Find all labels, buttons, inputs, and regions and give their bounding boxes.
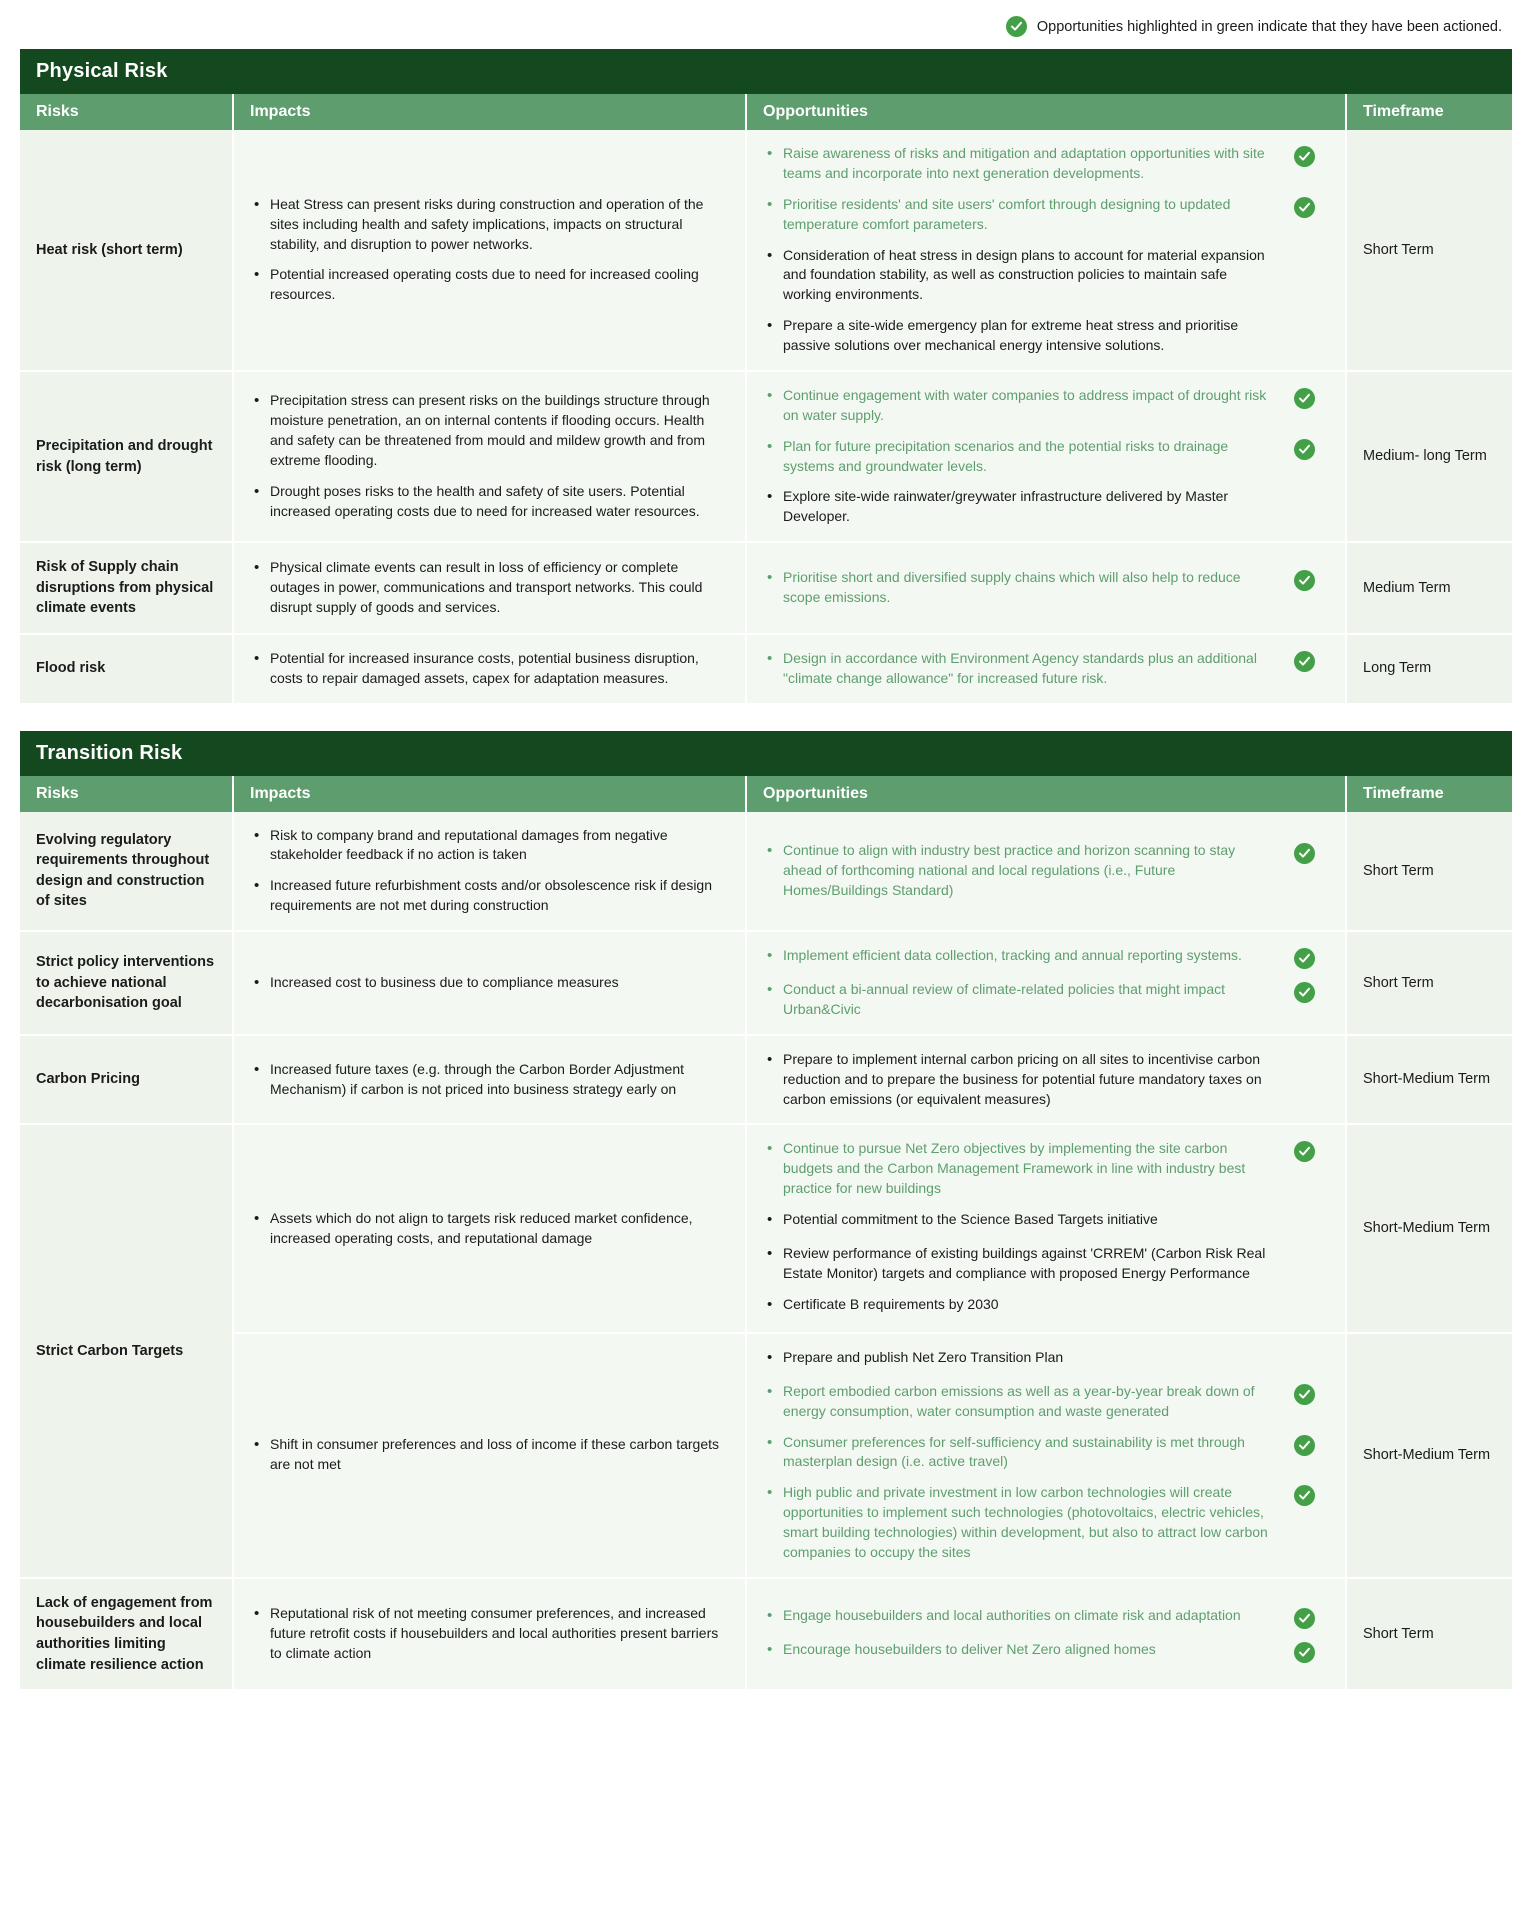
opportunity-item bbox=[763, 841, 1339, 901]
impacts-cell bbox=[233, 812, 746, 932]
table-row bbox=[20, 1124, 1512, 1332]
legend bbox=[20, 10, 1512, 49]
opportunity-item bbox=[763, 487, 1339, 527]
opportunity-text: • Prioritise residents' and site users' comfort through designing to updated temperature comfort parameters. bbox=[763, 195, 1269, 235]
table-row bbox=[20, 634, 1512, 704]
opportunity-text: • Report embodied carbon emissions as well as a year-by-year break down of energy consumption, water consumption and waste generated bbox=[763, 1382, 1269, 1422]
opportunity-text: • Prepare to implement internal carbon pricing on all sites to incentivise carbon reduction and to prepare the business for potential future mandatory taxes on carbon emissions (or equivalent measures) bbox=[763, 1050, 1269, 1110]
opportunities-cell bbox=[746, 542, 1346, 634]
opportunity-item bbox=[763, 246, 1339, 306]
check-circle-icon bbox=[1294, 1642, 1315, 1663]
impacts-list bbox=[250, 649, 729, 689]
opportunity-item bbox=[763, 144, 1339, 184]
impact-item: • Physical climate events can result in loss of efficiency or complete outages in power, communications and transport networks. This could disrupt supply of goods and services. bbox=[250, 558, 729, 618]
column-header-timeframe: Timeframe bbox=[1346, 94, 1512, 130]
opportunity-actioned-marker bbox=[1269, 1433, 1339, 1456]
opportunities-cell bbox=[746, 130, 1346, 371]
opportunity-item bbox=[763, 1483, 1339, 1563]
column-header-timeframe: Timeframe bbox=[1346, 776, 1512, 812]
timeframe-cell: Short-Medium Term bbox=[1346, 1035, 1512, 1125]
opportunities-cell bbox=[746, 634, 1346, 704]
opportunity-text: • Prepare and publish Net Zero Transition Plan bbox=[763, 1348, 1269, 1368]
impacts-list bbox=[250, 1435, 729, 1475]
check-circle-icon bbox=[1294, 1485, 1315, 1506]
impacts-list bbox=[250, 1604, 729, 1664]
opportunity-actioned-marker bbox=[1269, 437, 1339, 460]
opportunity-item bbox=[763, 437, 1339, 477]
check-circle-icon bbox=[1294, 651, 1315, 672]
opportunities-cell bbox=[746, 371, 1346, 542]
impact-item: • Assets which do not align to targets risk reduced market confidence, increased operating costs, and reputational damage bbox=[250, 1209, 729, 1249]
check-circle-icon bbox=[1294, 982, 1315, 1003]
opportunities-list bbox=[763, 568, 1339, 608]
opportunity-item bbox=[763, 386, 1339, 426]
opportunity-actioned-marker bbox=[1269, 144, 1339, 167]
impact-item: • Potential for increased insurance costs, potential business disruption, costs to repair damaged assets, capex for adaptation measures. bbox=[250, 649, 729, 689]
timeframe-cell: Short Term bbox=[1346, 1578, 1512, 1690]
opportunity-actioned-marker bbox=[1269, 980, 1339, 1003]
opportunity-text: • Review performance of existing buildings against 'CRREM' (Carbon Risk Real Estate Monitor) targets and compliance with proposed Energy Performance bbox=[763, 1244, 1269, 1284]
table-row bbox=[20, 1035, 1512, 1125]
opportunities-list bbox=[763, 1606, 1339, 1663]
opportunity-text: • Certificate B requirements by 2030 bbox=[763, 1295, 1269, 1315]
column-header-opportunities: Opportunities bbox=[746, 94, 1346, 130]
table-row bbox=[20, 1333, 1512, 1578]
column-header-impacts: Impacts bbox=[233, 94, 746, 130]
opportunity-text: • Raise awareness of risks and mitigation and adaptation opportunities with site teams and incorporate into next generation developments. bbox=[763, 144, 1269, 184]
opportunities-cell bbox=[746, 1333, 1346, 1578]
opportunity-text: • Plan for future precipitation scenarios and the potential risks to drainage systems and groundwater levels. bbox=[763, 437, 1269, 477]
impacts-cell bbox=[233, 1578, 746, 1690]
opportunities-cell bbox=[746, 1124, 1346, 1332]
opportunities-list bbox=[763, 144, 1339, 356]
opportunity-item bbox=[763, 1640, 1339, 1663]
opportunity-text: • Design in accordance with Environment Agency standards plus an additional "climate change allowance" for increased future risk. bbox=[763, 649, 1269, 689]
column-header-risks: Risks bbox=[20, 776, 233, 812]
impacts-cell bbox=[233, 371, 746, 542]
impacts-cell bbox=[233, 931, 746, 1035]
table-row bbox=[20, 371, 1512, 542]
opportunity-text: • Consideration of heat stress in design plans to account for material expansion and foundation stability, as well as construction policies to maintain safe working environments. bbox=[763, 246, 1269, 306]
risk-label: Carbon Pricing bbox=[20, 1035, 233, 1125]
timeframe-cell: Long Term bbox=[1346, 634, 1512, 704]
timeframe-cell: Short-Medium Term bbox=[1346, 1333, 1512, 1578]
opportunities-list bbox=[763, 1348, 1339, 1563]
opportunity-item bbox=[763, 1050, 1339, 1110]
opportunity-item bbox=[763, 1382, 1339, 1422]
risk-label: Heat risk (short term) bbox=[20, 130, 233, 371]
opportunity-item bbox=[763, 980, 1339, 1020]
impacts-cell bbox=[233, 542, 746, 634]
timeframe-cell: Medium Term bbox=[1346, 542, 1512, 634]
risk-label: Risk of Supply chain disruptions from physical climate events bbox=[20, 542, 233, 634]
risk-label: Precipitation and drought risk (long term) bbox=[20, 371, 233, 542]
risk-label: Lack of engagement from housebuilders and local authorities limiting climate resilience action bbox=[20, 1578, 233, 1690]
opportunity-text: • Continue to align with industry best practice and horizon scanning to stay ahead of forthcoming national and local regulations (i.e., Future Homes/Buildings Standard) bbox=[763, 841, 1269, 901]
impacts-list bbox=[250, 391, 729, 521]
table-row bbox=[20, 931, 1512, 1035]
check-circle-icon bbox=[1294, 388, 1315, 409]
opportunity-actioned-marker bbox=[1269, 568, 1339, 591]
opportunity-actioned-marker bbox=[1269, 1606, 1339, 1629]
check-circle-icon bbox=[1294, 843, 1315, 864]
risk-tables bbox=[20, 49, 1512, 1691]
check-circle-icon bbox=[1294, 1608, 1315, 1629]
opportunity-actioned-marker bbox=[1269, 841, 1339, 864]
opportunity-item bbox=[763, 1433, 1339, 1473]
risk-table-2 bbox=[20, 731, 1512, 1692]
opportunity-item bbox=[763, 195, 1339, 235]
impacts-cell bbox=[233, 1124, 746, 1332]
opportunity-item bbox=[763, 1606, 1339, 1629]
impact-item: • Reputational risk of not meeting consumer preferences, and increased future retrofit costs if housebuilders and local authorities present barriers to climate action bbox=[250, 1604, 729, 1664]
impact-item: • Shift in consumer preferences and loss of income if these carbon targets are not met bbox=[250, 1435, 729, 1475]
opportunity-text: • Continue to pursue Net Zero objectives by implementing the site carbon budgets and the Carbon Management Framework in line with industry best practice for new buildings bbox=[763, 1139, 1269, 1199]
table-row bbox=[20, 812, 1512, 932]
column-header-risks: Risks bbox=[20, 94, 233, 130]
timeframe-cell: Short-Medium Term bbox=[1346, 1124, 1512, 1332]
check-circle-icon bbox=[1294, 1141, 1315, 1162]
check-circle-icon bbox=[1294, 1435, 1315, 1456]
impact-item: • Increased future taxes (e.g. through the Carbon Border Adjustment Mechanism) if carbon is not priced into business strategy early on bbox=[250, 1060, 729, 1100]
risk-table-1 bbox=[20, 49, 1512, 705]
opportunity-item bbox=[763, 649, 1339, 689]
risk-label: Strict Carbon Targets bbox=[20, 1124, 233, 1577]
column-header-impacts: Impacts bbox=[233, 776, 746, 812]
impacts-cell bbox=[233, 1333, 746, 1578]
opportunities-list bbox=[763, 946, 1339, 1020]
opportunity-text: • Explore site-wide rainwater/greywater infrastructure delivered by Master Developer. bbox=[763, 487, 1269, 527]
timeframe-cell: Short Term bbox=[1346, 812, 1512, 932]
opportunities-list bbox=[763, 841, 1339, 901]
impacts-cell bbox=[233, 634, 746, 704]
check-circle-icon bbox=[1294, 948, 1315, 969]
check-circle-icon bbox=[1294, 146, 1315, 167]
table-row bbox=[20, 1578, 1512, 1690]
opportunity-actioned-marker bbox=[1269, 1483, 1339, 1506]
risk-table bbox=[20, 776, 1512, 1692]
opportunity-actioned-marker bbox=[1269, 195, 1339, 218]
opportunities-cell bbox=[746, 931, 1346, 1035]
opportunity-actioned-marker bbox=[1269, 946, 1339, 969]
impacts-list bbox=[250, 1060, 729, 1100]
opportunity-text: • High public and private investment in low carbon technologies will create opportunities to implement such technologies (photovoltaics, electric vehicles, smart building technologies) within development, but also to attract low carbon companies to occupy the sites bbox=[763, 1483, 1269, 1563]
risk-label: Evolving regulatory requirements throughout design and construction of sites bbox=[20, 812, 233, 932]
impacts-list bbox=[250, 1209, 729, 1249]
opportunity-text: • Potential commitment to the Science Based Targets initiative bbox=[763, 1210, 1269, 1230]
opportunity-text: • Implement efficient data collection, tracking and annual reporting systems. bbox=[763, 946, 1269, 966]
opportunity-item bbox=[763, 1210, 1339, 1233]
impacts-list bbox=[250, 973, 729, 993]
impacts-list bbox=[250, 826, 729, 917]
impacts-cell bbox=[233, 130, 746, 371]
opportunity-item bbox=[763, 1295, 1339, 1318]
impact-item: • Increased future refurbishment costs and/or obsolescence risk if design requirements are not met during construction bbox=[250, 876, 729, 916]
opportunities-list bbox=[763, 386, 1339, 527]
opportunities-cell bbox=[746, 1578, 1346, 1690]
risk-label: Flood risk bbox=[20, 634, 233, 704]
opportunity-item bbox=[763, 1244, 1339, 1284]
check-circle-icon bbox=[1294, 197, 1315, 218]
table-row bbox=[20, 130, 1512, 371]
table-title: Physical Risk bbox=[20, 49, 1512, 94]
opportunities-cell bbox=[746, 812, 1346, 932]
check-circle-icon bbox=[1294, 439, 1315, 460]
opportunity-actioned-marker bbox=[1269, 1640, 1339, 1663]
opportunity-text: • Continue engagement with water companies to address impact of drought risk on water supply. bbox=[763, 386, 1269, 426]
impact-item: • Drought poses risks to the health and safety of site users. Potential increased operating costs due to need for increased water resources. bbox=[250, 482, 729, 522]
opportunity-item bbox=[763, 316, 1339, 356]
impact-item: • Increased cost to business due to compliance measures bbox=[250, 973, 729, 993]
opportunity-text: • Prioritise short and diversified supply chains which will also help to reduce scope emissions. bbox=[763, 568, 1269, 608]
table-row bbox=[20, 542, 1512, 634]
risk-label: Strict policy interventions to achieve national decarbonisation goal bbox=[20, 931, 233, 1035]
impacts-list bbox=[250, 195, 729, 305]
opportunities-list bbox=[763, 1050, 1339, 1110]
impact-item: • Risk to company brand and reputational damages from negative stakeholder feedback if no action is taken bbox=[250, 826, 729, 866]
impacts-cell bbox=[233, 1035, 746, 1125]
opportunities-cell bbox=[746, 1035, 1346, 1125]
column-header-opportunities: Opportunities bbox=[746, 776, 1346, 812]
opportunity-actioned-marker bbox=[1269, 649, 1339, 672]
check-circle-icon bbox=[1006, 16, 1027, 37]
check-circle-icon bbox=[1294, 570, 1315, 591]
opportunity-actioned-marker bbox=[1269, 1139, 1339, 1162]
risk-table bbox=[20, 94, 1512, 705]
timeframe-cell: Medium- long Term bbox=[1346, 371, 1512, 542]
check-circle-icon bbox=[1294, 1384, 1315, 1405]
impact-item: • Precipitation stress can present risks on the buildings structure through moisture penetration, an on internal contents if flooding occurs. Health and safety can be threatened from mould and mildew growth and from extreme flooding. bbox=[250, 391, 729, 471]
opportunity-text: • Prepare a site-wide emergency plan for extreme heat stress and prioritise passive solutions over mechanical energy intensive solutions. bbox=[763, 316, 1269, 356]
opportunity-item bbox=[763, 946, 1339, 969]
opportunity-actioned-marker bbox=[1269, 1382, 1339, 1405]
impact-item: • Potential increased operating costs due to need for increased cooling resources. bbox=[250, 265, 729, 305]
opportunity-text: • Engage housebuilders and local authorities on climate risk and adaptation bbox=[763, 1606, 1269, 1626]
opportunity-actioned-marker bbox=[1269, 386, 1339, 409]
opportunities-list bbox=[763, 649, 1339, 689]
table-title: Transition Risk bbox=[20, 731, 1512, 776]
opportunities-list bbox=[763, 1139, 1339, 1317]
impacts-list bbox=[250, 558, 729, 618]
opportunity-item bbox=[763, 1139, 1339, 1199]
opportunity-item bbox=[763, 1348, 1339, 1371]
timeframe-cell: Short Term bbox=[1346, 130, 1512, 371]
opportunity-item bbox=[763, 568, 1339, 608]
opportunity-text: • Encourage housebuilders to deliver Net Zero aligned homes bbox=[763, 1640, 1269, 1660]
impact-item: • Heat Stress can present risks during construction and operation of the sites including health and safety implications, impacts on structural stability, and disruption to power networks. bbox=[250, 195, 729, 255]
opportunity-text: • Consumer preferences for self-sufficiency and sustainability is met through masterplan design (i.e. active travel) bbox=[763, 1433, 1269, 1473]
legend-text: Opportunities highlighted in green indicate that they have been actioned. bbox=[1036, 18, 1502, 35]
timeframe-cell: Short Term bbox=[1346, 931, 1512, 1035]
opportunity-text: • Conduct a bi-annual review of climate-related policies that might impact Urban&Civic bbox=[763, 980, 1269, 1020]
